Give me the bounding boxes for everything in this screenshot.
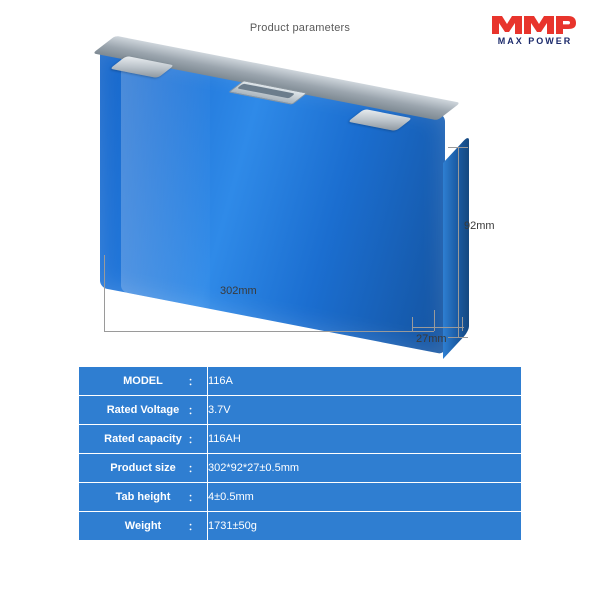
table-row: [79, 512, 522, 541]
brand-name: MAX POWER: [497, 36, 573, 46]
thickness-dimension-line: [412, 327, 464, 328]
spec-value-cell: 4±0.5mm: [208, 483, 522, 512]
spec-label-text: Rated Voltage: [106, 404, 180, 416]
table-row: [79, 396, 522, 425]
spec-colon: ：: [188, 492, 199, 504]
spec-label-cell: [79, 425, 208, 454]
thickness-dimension-tick-left: [412, 317, 413, 331]
table-row: [79, 367, 522, 396]
spec-colon: ：: [188, 376, 199, 388]
thickness-dimension-tick-right: [462, 317, 463, 331]
spec-colon: ：: [188, 434, 199, 446]
spec-label-text: Weight: [124, 520, 162, 532]
spec-label-cell: [79, 454, 208, 483]
height-dimension-line: [458, 147, 459, 337]
table-row: [79, 454, 522, 483]
spec-label-cell: [79, 512, 208, 541]
battery-diagram: [60, 55, 520, 355]
spec-label-text: MODEL: [123, 375, 163, 387]
spec-colon: ：: [188, 463, 199, 475]
spec-value-cell: 302*92*27±0.5mm: [208, 454, 522, 483]
spec-label-cell: [79, 396, 208, 425]
spec-value-cell: 116AH: [208, 425, 522, 454]
spec-label-cell: [79, 367, 208, 396]
height-dimension-tick-bottom: [448, 337, 468, 338]
spec-colon: ：: [188, 405, 199, 417]
spec-colon: ：: [188, 521, 199, 533]
page-title: Product parameters: [249, 22, 351, 34]
spec-label-text: Product size: [110, 462, 176, 474]
max-power-logo-icon: [490, 12, 576, 36]
battery-side-face: [443, 135, 469, 359]
table-row: [79, 483, 522, 512]
specification-table: [78, 366, 522, 541]
spec-value-cell: 116A: [208, 367, 522, 396]
length-dimension-tick-left: [104, 255, 105, 331]
length-dimension-line: [104, 331, 434, 332]
height-dimension-tick-top: [448, 147, 468, 148]
brand-logo: [472, 12, 582, 50]
spec-value-cell: 3.7V: [208, 396, 522, 425]
spec-value-cell: 1731±50g: [208, 512, 522, 541]
thickness-dimension-label: 27mm: [416, 333, 447, 345]
table-row: [79, 425, 522, 454]
length-dimension-label: 302mm: [220, 285, 257, 297]
height-dimension-label: 92mm: [464, 220, 495, 232]
spec-label-text: Rated capacity: [104, 433, 182, 445]
spec-label-cell: [79, 483, 208, 512]
spec-label-text: Tab height: [115, 491, 171, 503]
